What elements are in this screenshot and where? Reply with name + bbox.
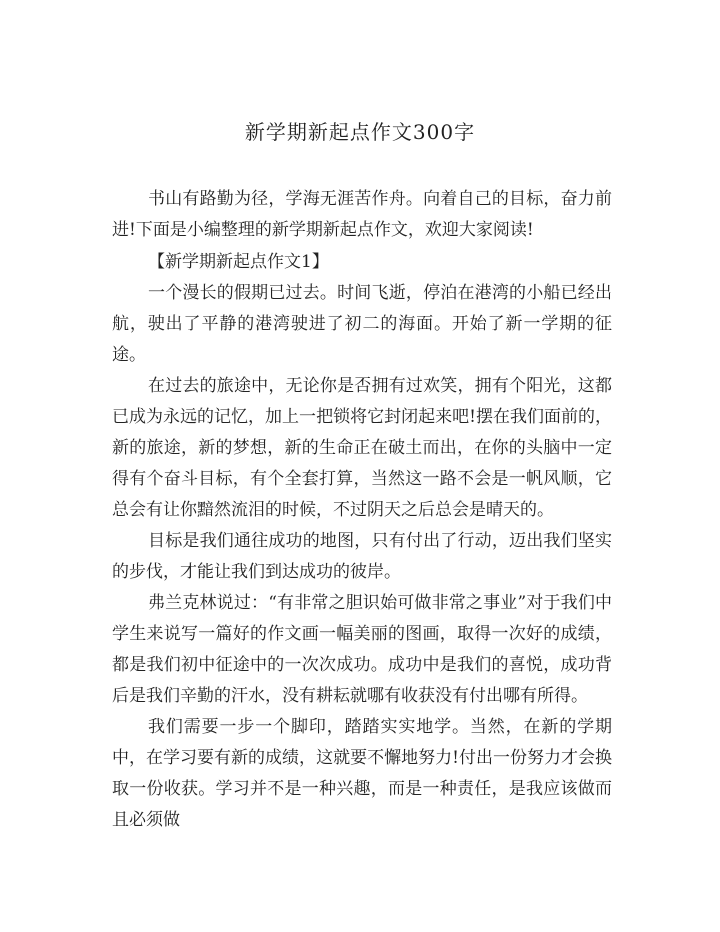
body-paragraph-2: 在过去的旅途中，无论你是否拥有过欢笑，拥有个阳光，这都已成为永远的记忆，加上一把锁将它封闭起来吧!摆在我们面前的，新的旅途，新的梦想，新的生命正在破土而出，在你的头脑中一定得有个奋斗目标，有个全套打算，当然这一路不会是一帆风顺，它总会有让你黯然流泪的时候，不过阴天之后总会是晴天的。 bbox=[112, 376, 612, 520]
body-paragraph-1: 一个漫长的假期已过去。时间飞逝，停泊在港湾的小船已经出航，驶出了平静的港湾驶进了初二的海面。开始了新一学期的征途。 bbox=[112, 283, 612, 365]
body-paragraph-4: 弗兰克林说过：“有非常之胆识始可做非常之事业”对于我们中学生来说写一篇好的作文画一幅美丽的图画，取得一次好的成绩，都是我们初中征途中的一次次成功。成功中是我们的喜悦，成功背后是我们辛勤的汗水，没有耕耘就哪有收获没有付出哪有所得。 bbox=[112, 593, 612, 706]
section-heading: 【新学期新起点作文1】 bbox=[148, 252, 329, 272]
body-paragraph-3: 目标是我们通往成功的地图，只有付出了行动，迈出我们坚实的步伐，才能让我们到达成功的彼岸。 bbox=[112, 531, 612, 582]
document-title: 新学期新起点作文300字 bbox=[244, 120, 476, 144]
body-paragraph-5: 我们需要一步一个脚印，踏踏实实地学。当然，在新的学期中，在学习要有新的成绩，这就要不懈地努力!付出一份努力才会换取一份收获。学习并不是一种兴趣，而是一种责任，是我应该做而且必须做 bbox=[112, 717, 612, 830]
intro-paragraph: 书山有路勤为径，学海无涯苦作舟。向着自己的目标，奋力前进!下面是小编整理的新学期新起点作文，欢迎大家阅读! bbox=[112, 189, 612, 240]
document-body bbox=[112, 184, 612, 836]
